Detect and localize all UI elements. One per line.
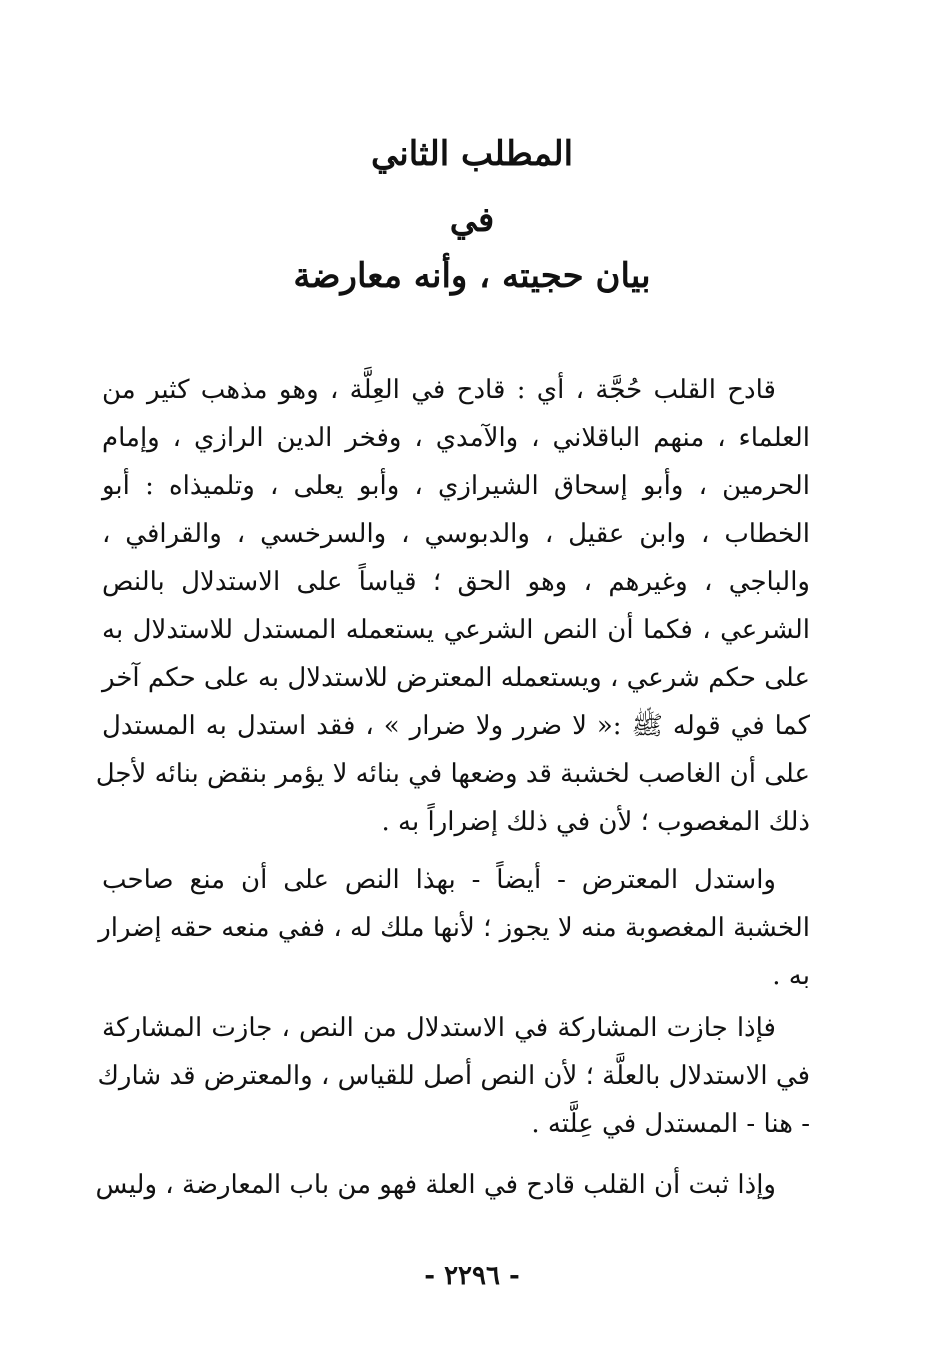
text-line: في الاستدلال بالعلَّة ؛ لأن النص أصل للقياس ، والمعترض قد شارك — [97, 1061, 810, 1091]
paragraph-1 — [95, 366, 810, 846]
paragraph-2 — [98, 856, 810, 1000]
text-line: الخشبة المغصوبة منه لا يجوز ؛ لأنها ملك له ، ففي منعه حقه إضرار — [98, 913, 810, 943]
text-line: الشرعي ، فكما أن النص الشرعي يستعمله المستدل للاستدلال به — [102, 615, 810, 645]
text-line: الحرمين ، وأبو إسحاق الشيرازي ، وأبو يعلى ، وتلميذاه : أبو — [102, 471, 810, 501]
text-line: به . — [772, 961, 810, 991]
paragraph-3 — [97, 1004, 810, 1148]
text-line: والباجي ، وغيرهم ، وهو الحق ؛ قياساً على الاستدلال بالنص — [102, 567, 810, 597]
section-subtitle: بيان حجيته ، وأنه معارضة — [293, 256, 651, 296]
text-line: واستدل المعترض - أيضاً - بهذا النص على أن منع صاحب — [102, 865, 776, 895]
text-line: العلماء ، منهم الباقلاني ، والآمدي ، وفخر الدين الرازي ، وإمام — [102, 423, 810, 453]
text-line: الخطاب ، وابن عقيل ، والدبوسي ، والسرخسي ، والقرافي ، — [102, 519, 810, 549]
text-line: قادح القلب حُجَّة ، أي : قادح في العِلَّة ، وهو مذهب كثير من — [102, 375, 776, 405]
text-line: فإذا جازت المشاركة في الاستدلال من النص ، جازت المشاركة — [102, 1013, 776, 1043]
text-line: كما في قوله ﷺ :« لا ضرر ولا ضرار » ، فقد استدل به المستدل — [102, 711, 810, 741]
text-line: ذلك المغصوب ؛ لأن في ذلك إضراراً به . — [381, 807, 810, 837]
text-line: على حكم شرعي ، ويستعمله المعترض للاستدلال به على حكم آخر — [102, 663, 810, 693]
text-line: على أن الغاصب لخشبة قد وضعها في بنائه لا يؤمر بنقض بنائه لأجل — [95, 759, 810, 789]
section-title-connector: في — [449, 200, 495, 240]
text-line: وإذا ثبت أن القلب قادح في العلة فهو من باب المعارضة ، وليس — [95, 1170, 776, 1200]
section-title: المطلب الثاني — [370, 134, 574, 174]
text-line: - هنا - المستدل في عِلَّته . — [531, 1109, 810, 1139]
paragraph-4 — [95, 1161, 810, 1209]
page-number: - ٢٢٩٦ - — [424, 1261, 520, 1291]
